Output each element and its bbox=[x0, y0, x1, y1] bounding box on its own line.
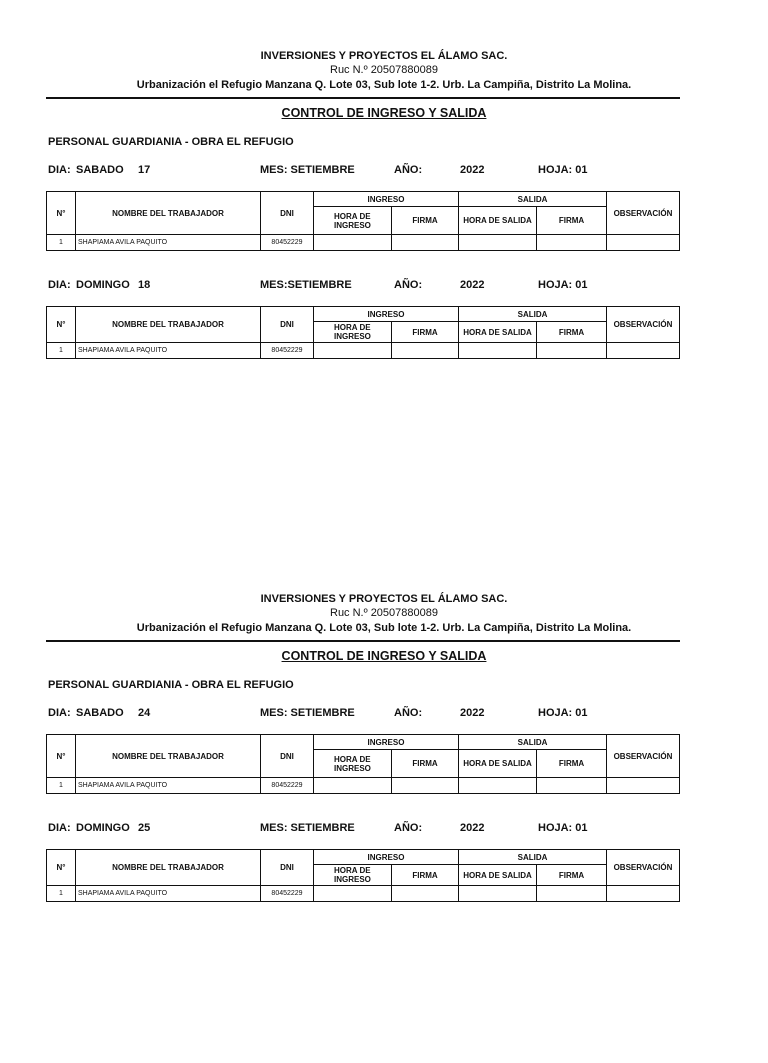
day-label: DIA: bbox=[48, 822, 71, 834]
header-ingreso: INGRESO bbox=[314, 192, 459, 207]
attendance-table bbox=[46, 734, 680, 794]
header-firma-salida: FIRMA bbox=[537, 207, 607, 235]
year-value: 2022 bbox=[460, 279, 485, 291]
header-divider bbox=[46, 97, 680, 99]
day-name: DOMINGO bbox=[76, 279, 130, 291]
day-name: SABADO bbox=[76, 707, 124, 719]
header-ingreso: INGRESO bbox=[314, 850, 459, 865]
day-name: DOMINGO bbox=[76, 822, 130, 834]
table-row bbox=[47, 235, 680, 251]
day-name: SABADO bbox=[76, 164, 124, 176]
hora-salida-cell bbox=[459, 235, 537, 251]
company-address: Urbanización el Refugio Manzana Q. Lote 03, Sub lote 1-2. Urb. La Campiña, Distrito La Molina. bbox=[136, 79, 632, 91]
firma-salida-cell bbox=[537, 235, 607, 251]
header-hora-ingreso: HORA DE INGRESO bbox=[314, 322, 392, 343]
header-salida: SALIDA bbox=[459, 192, 607, 207]
hora-salida-cell bbox=[459, 343, 537, 359]
sheet-number: HOJA: 01 bbox=[538, 164, 588, 176]
header-firma-ingreso: FIRMA bbox=[392, 322, 459, 343]
header-dni: DNI bbox=[261, 735, 314, 778]
header-worker-name: NOMBRE DEL TRABAJADOR bbox=[76, 192, 261, 235]
worker-name: SHAPIAMA AVILA PAQUITO bbox=[76, 235, 261, 251]
header-observacion: OBSERVACIÓN bbox=[607, 850, 680, 886]
firma-ingreso-cell bbox=[392, 778, 459, 794]
header-firma-salida: FIRMA bbox=[537, 750, 607, 778]
row-number: 1 bbox=[47, 235, 76, 251]
section-subtitle: PERSONAL GUARDIANIA - OBRA EL REFUGIO bbox=[48, 679, 294, 691]
hora-salida-cell bbox=[459, 886, 537, 902]
table-row bbox=[47, 343, 680, 359]
header-worker-name: NOMBRE DEL TRABAJADOR bbox=[76, 735, 261, 778]
worker-dni: 80452229 bbox=[261, 343, 314, 359]
header-firma-ingreso: FIRMA bbox=[392, 865, 459, 886]
day-label: DIA: bbox=[48, 707, 71, 719]
header-firma-ingreso: FIRMA bbox=[392, 207, 459, 235]
worker-dni: 80452229 bbox=[261, 778, 314, 794]
firma-ingreso-cell bbox=[392, 235, 459, 251]
header-dni: DNI bbox=[261, 192, 314, 235]
hora-ingreso-cell bbox=[314, 886, 392, 902]
hora-ingreso-cell bbox=[314, 235, 392, 251]
observacion-cell bbox=[607, 886, 680, 902]
year-label: AÑO: bbox=[394, 164, 423, 176]
header-worker-name: NOMBRE DEL TRABAJADOR bbox=[76, 307, 261, 343]
header-hora-ingreso: HORA DE INGRESO bbox=[314, 750, 392, 778]
company-ruc: Ruc N.º 20507880089 bbox=[330, 64, 438, 76]
header-hora-salida: HORA DE SALIDA bbox=[459, 865, 537, 886]
header-hora-ingreso: HORA DE INGRESO bbox=[314, 865, 392, 886]
row-number: 1 bbox=[47, 886, 76, 902]
header-firma-salida: FIRMA bbox=[537, 322, 607, 343]
day-number: 17 bbox=[138, 164, 151, 176]
firma-ingreso-cell bbox=[392, 886, 459, 902]
header-dni: DNI bbox=[261, 850, 314, 886]
year-value: 2022 bbox=[460, 707, 485, 719]
header-num: N° bbox=[47, 307, 76, 343]
sheet-number: HOJA: 01 bbox=[538, 822, 588, 834]
hora-ingreso-cell bbox=[314, 778, 392, 794]
hora-ingreso-cell bbox=[314, 343, 392, 359]
worker-dni: 80452229 bbox=[261, 235, 314, 251]
row-number: 1 bbox=[47, 343, 76, 359]
header-salida: SALIDA bbox=[459, 307, 607, 322]
attendance-table bbox=[46, 306, 680, 359]
document-block bbox=[0, 0, 768, 520]
document-block bbox=[0, 543, 768, 1063]
header-observacion: OBSERVACIÓN bbox=[607, 192, 680, 235]
header-firma-ingreso: FIRMA bbox=[392, 750, 459, 778]
header-divider bbox=[46, 640, 680, 642]
header-ingreso: INGRESO bbox=[314, 307, 459, 322]
header-hora-salida: HORA DE SALIDA bbox=[459, 322, 537, 343]
observacion-cell bbox=[607, 343, 680, 359]
observacion-cell bbox=[607, 778, 680, 794]
document-title: CONTROL DE INGRESO Y SALIDA bbox=[281, 649, 487, 663]
firma-salida-cell bbox=[537, 778, 607, 794]
attendance-table bbox=[46, 191, 680, 251]
firma-ingreso-cell bbox=[392, 343, 459, 359]
document-title: CONTROL DE INGRESO Y SALIDA bbox=[281, 106, 487, 120]
header-observacion: OBSERVACIÓN bbox=[607, 307, 680, 343]
day-info-line bbox=[48, 279, 688, 293]
worker-dni: 80452229 bbox=[261, 886, 314, 902]
company-name: INVERSIONES Y PROYECTOS EL ÁLAMO SAC. bbox=[260, 50, 508, 62]
day-number: 24 bbox=[138, 707, 151, 719]
worker-name: SHAPIAMA AVILA PAQUITO bbox=[76, 343, 261, 359]
hora-salida-cell bbox=[459, 778, 537, 794]
sheet-number: HOJA: 01 bbox=[538, 707, 588, 719]
header-salida: SALIDA bbox=[459, 850, 607, 865]
year-value: 2022 bbox=[460, 164, 485, 176]
header-num: N° bbox=[47, 850, 76, 886]
day-info-line bbox=[48, 164, 688, 178]
day-info-line bbox=[48, 707, 688, 721]
header-hora-salida: HORA DE SALIDA bbox=[459, 207, 537, 235]
header-hora-salida: HORA DE SALIDA bbox=[459, 750, 537, 778]
day-label: DIA: bbox=[48, 279, 71, 291]
month-label: MES:SETIEMBRE bbox=[260, 279, 352, 291]
day-number: 18 bbox=[138, 279, 151, 291]
header-num: N° bbox=[47, 735, 76, 778]
section-subtitle: PERSONAL GUARDIANIA - OBRA EL REFUGIO bbox=[48, 136, 294, 148]
header-ingreso: INGRESO bbox=[314, 735, 459, 750]
header-hora-ingreso: HORA DE INGRESO bbox=[314, 207, 392, 235]
header-dni: DNI bbox=[261, 307, 314, 343]
year-value: 2022 bbox=[460, 822, 485, 834]
year-label: AÑO: bbox=[394, 707, 423, 719]
worker-name: SHAPIAMA AVILA PAQUITO bbox=[76, 886, 261, 902]
attendance-table bbox=[46, 849, 680, 902]
row-number: 1 bbox=[47, 778, 76, 794]
sheet-number: HOJA: 01 bbox=[538, 279, 588, 291]
header-firma-salida: FIRMA bbox=[537, 865, 607, 886]
header-observacion: OBSERVACIÓN bbox=[607, 735, 680, 778]
header-salida: SALIDA bbox=[459, 735, 607, 750]
table-row bbox=[47, 886, 680, 902]
company-name: INVERSIONES Y PROYECTOS EL ÁLAMO SAC. bbox=[260, 593, 508, 605]
company-ruc: Ruc N.º 20507880089 bbox=[330, 607, 438, 619]
header-num: N° bbox=[47, 192, 76, 235]
day-label: DIA: bbox=[48, 164, 71, 176]
month-label: MES: SETIEMBRE bbox=[260, 164, 355, 176]
worker-name: SHAPIAMA AVILA PAQUITO bbox=[76, 778, 261, 794]
table-row bbox=[47, 778, 680, 794]
header-worker-name: NOMBRE DEL TRABAJADOR bbox=[76, 850, 261, 886]
firma-salida-cell bbox=[537, 343, 607, 359]
day-info-line bbox=[48, 822, 688, 836]
year-label: AÑO: bbox=[394, 279, 423, 291]
month-label: MES: SETIEMBRE bbox=[260, 707, 355, 719]
day-number: 25 bbox=[138, 822, 151, 834]
observacion-cell bbox=[607, 235, 680, 251]
month-label: MES: SETIEMBRE bbox=[260, 822, 355, 834]
year-label: AÑO: bbox=[394, 822, 423, 834]
firma-salida-cell bbox=[537, 886, 607, 902]
company-address: Urbanización el Refugio Manzana Q. Lote 03, Sub lote 1-2. Urb. La Campiña, Distrito La Molina. bbox=[136, 622, 632, 634]
